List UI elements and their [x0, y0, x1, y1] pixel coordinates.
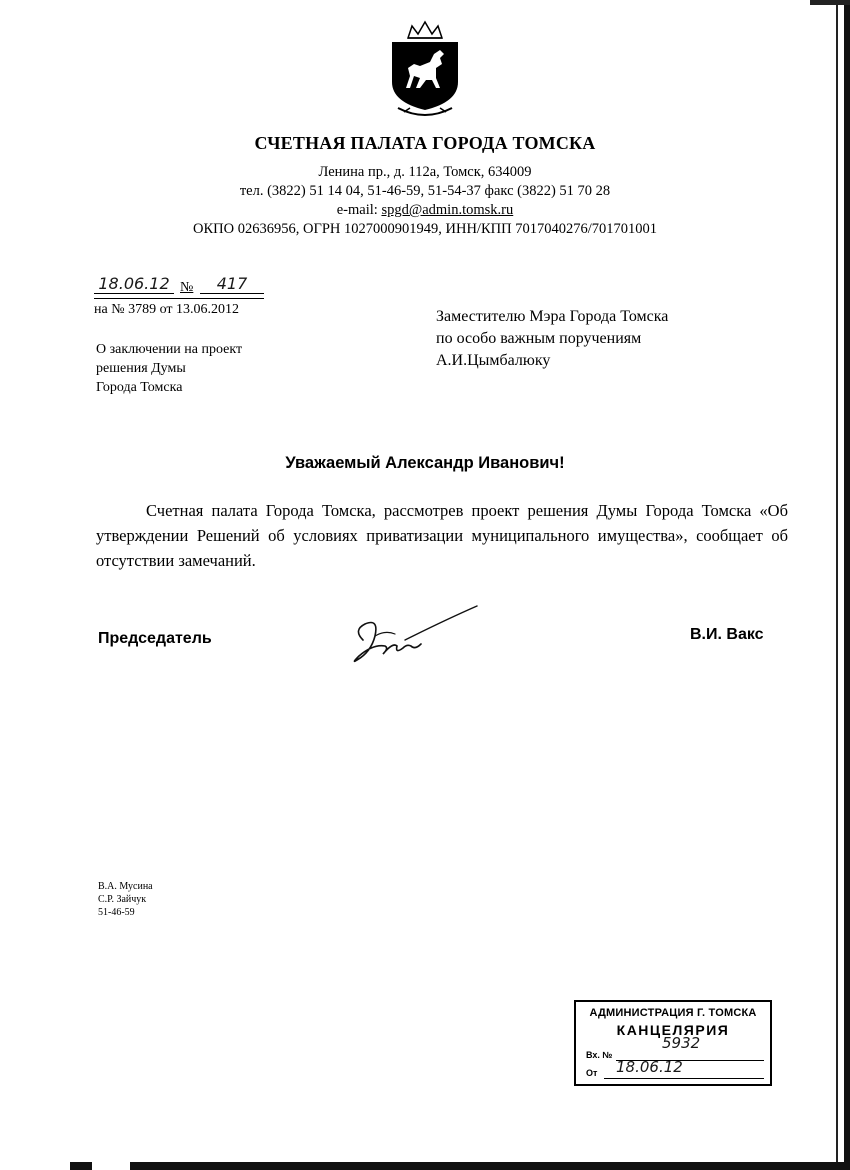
reference-from-label: от [159, 302, 173, 317]
executors-block [98, 880, 153, 919]
subject-line: решения Думы [96, 361, 186, 376]
scan-edge-bottom [130, 1162, 850, 1170]
handwritten-signature [345, 600, 485, 670]
address-line: Ленина пр., д. 112а, Томск, 634009 [318, 164, 532, 180]
stamp-from-rule [604, 1078, 764, 1079]
body-paragraph: Счетная палата Города Томска, рассмотрев проект решения Думы Города Томска «Об утверждении Решений об условиях приватизации муниципального имущества», сообщает об отсутствии замечаний. [96, 501, 788, 570]
reference-date: 13.06.2012 [176, 302, 240, 317]
outgoing-number: 417 [200, 274, 264, 294]
phones-line: тел. (3822) 51 14 04, 51-46-59, 51-54-37 факс (3822) 51 70 28 [239, 183, 611, 199]
scan-edge-top [810, 0, 850, 5]
reference-line [94, 302, 239, 318]
email-line [0, 202, 850, 219]
letter-body [96, 498, 788, 573]
stamp-in-number: 5932 [662, 1034, 701, 1052]
stamp-from-date: 18.06.12 [616, 1058, 683, 1076]
executor-name: В.А. Мусина [98, 881, 153, 892]
codes-line: ОКПО 02636956, ОГРН 1027000901949, ИНН/КПП 7017040276/701701001 [193, 221, 657, 237]
reference-rule [94, 298, 264, 299]
executor-name: С.Р. Зайчук [98, 894, 147, 905]
signer-role: Председатель [98, 630, 212, 647]
signer-name: В.И. Вакс [690, 626, 764, 643]
reference-number: 3789 [128, 302, 157, 317]
stamp-from-label: От [586, 1068, 598, 1078]
stamp-in-label: Вх. № [586, 1050, 613, 1060]
recipient-line: по особо важным поручениям [436, 330, 642, 347]
outgoing-number-label: № [180, 280, 194, 295]
executor-phone: 51-46-59 [98, 907, 135, 918]
stamp-department: КАНЦЕЛЯРИЯ [616, 1022, 730, 1038]
letter-subject [96, 340, 242, 397]
greeting: Уважаемый Александр Иванович! [285, 454, 565, 472]
coat-of-arms-horse-icon [384, 18, 466, 118]
email-label: e-mail: [336, 202, 382, 218]
subject-line: О заключении на проект [96, 342, 243, 357]
reference-label: на № [94, 302, 125, 317]
subject-line: Города Томска [96, 380, 183, 395]
recipient-name: А.И.Цымбалюку [436, 352, 551, 369]
email-link[interactable]: spgd@admin.tomsk.ru [381, 202, 514, 218]
stamp-organization: АДМИНИСТРАЦИЯ Г. ТОМСКА [589, 1007, 757, 1019]
registration-stamp [574, 1000, 772, 1086]
recipient-block [436, 306, 668, 372]
scan-edge-bottom-mark [70, 1162, 92, 1170]
recipient-line: Заместителю Мэра Города Томска [436, 308, 669, 325]
organization-title: СЧЕТНАЯ ПАЛАТА ГОРОДА ТОМСКА [254, 133, 596, 153]
outgoing-date: 18.06.12 [94, 274, 174, 294]
